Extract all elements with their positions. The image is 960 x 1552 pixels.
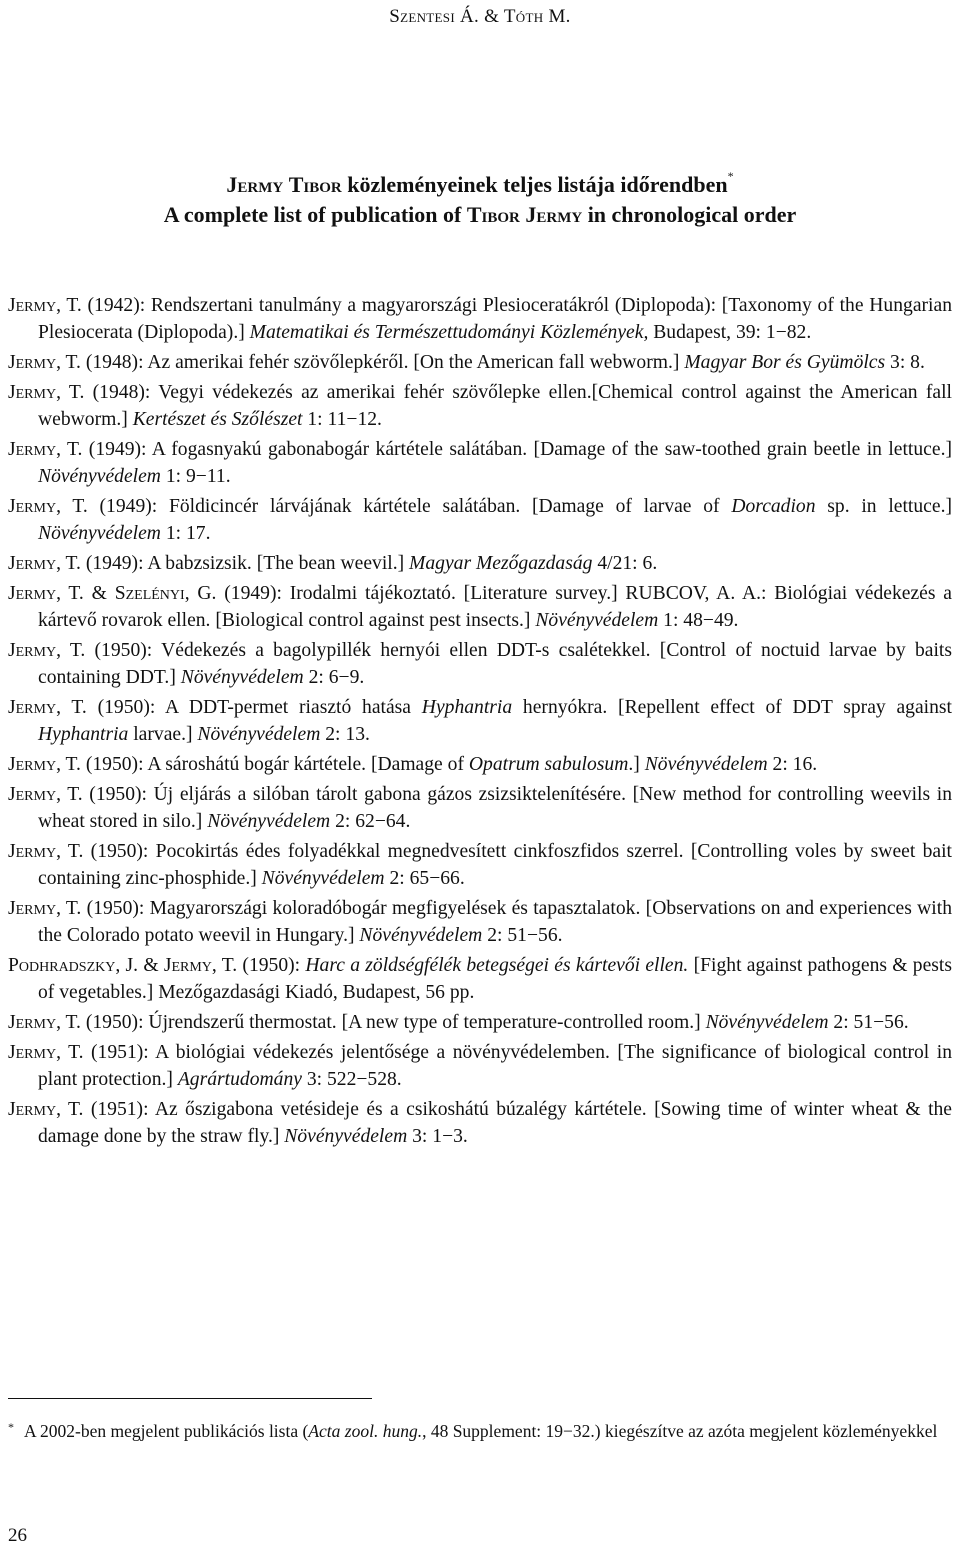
entry-text: (1950): Védekezés a bagolypillék hernyói ellen DDT-s csalétekkel. [Control of noctuid larvae by baits containing DDT.] bbox=[38, 640, 952, 688]
entry-journal: Magyar Bor és Gyümölcs bbox=[684, 352, 886, 373]
title-text: közleményeinek teljes listája időrendben bbox=[341, 172, 728, 197]
entry-author: Jermy, T. bbox=[8, 754, 81, 775]
publication-entry bbox=[8, 1009, 952, 1036]
entry-text: (1950): bbox=[237, 955, 306, 976]
entry-text: (1949): Irodalmi tájékoztató. [Literature survey.] RUBCOV, A. A.: Biológiai védekezés a kártevő rovarok ellen. [Biological control against pest insects.] bbox=[38, 583, 952, 631]
entry-author: Jermy, T. bbox=[8, 841, 84, 862]
title-first-name: Tibor bbox=[288, 172, 342, 197]
entry-journal: Növényvédelem bbox=[38, 466, 161, 487]
entry-text: (1951): A biológiai védekezés jelentősége a növényvédelemben. [The significance of biological control in plant protection.] bbox=[38, 1042, 952, 1090]
publication-entry bbox=[8, 292, 952, 346]
entry-text: (1948): Az amerikai fehér szövőlepkéről. [On the American fall webworm.] bbox=[80, 352, 685, 373]
footnote-text: , 48 Supplement: 19−32.) kiegészítve az azóta megjelent közleményekkel bbox=[422, 1421, 938, 1441]
entry-author: Jermy, T. bbox=[8, 439, 83, 460]
entry-volume: 2: 13. bbox=[320, 724, 370, 745]
publication-entry bbox=[8, 379, 952, 433]
entry-volume: 2: 6−9. bbox=[303, 667, 365, 688]
publication-entry bbox=[8, 550, 952, 577]
entry-author: Jermy, T. bbox=[8, 1042, 84, 1063]
entry-author: Jermy, T. bbox=[8, 640, 86, 661]
entry-author: Jermy, T. bbox=[8, 697, 87, 718]
entry-taxon: Hyphantria bbox=[421, 697, 513, 718]
entry-author: Jermy, T. bbox=[8, 553, 81, 574]
entry-volume: 3: 1−3. bbox=[407, 1126, 468, 1147]
entry-author: Podhradszky, J. bbox=[8, 955, 139, 976]
footnote-marker: * bbox=[727, 169, 734, 183]
publication-entry bbox=[8, 349, 952, 376]
entry-text: [Fight against pathogens & pests of vegetables.] Mezőgazdasági Kiadó, Budapest, 56 pp. bbox=[38, 955, 952, 1003]
entry-volume: 2: 51−56. bbox=[828, 1012, 909, 1033]
entry-journal: Növényvédelem bbox=[705, 1012, 829, 1033]
entry-text: (1949): Földicincér lárvájának kártétele salátában. [Damage of larvae of bbox=[87, 496, 732, 517]
entry-taxon: Hyphantria bbox=[38, 724, 129, 745]
entry-author: Jermy, T. bbox=[8, 1012, 81, 1033]
entry-coauthor: Szelényi, G. bbox=[114, 583, 217, 604]
entry-volume: 2: 65−66. bbox=[384, 868, 465, 889]
entry-text: .] bbox=[628, 754, 645, 775]
entry-author: Jermy, T. bbox=[8, 295, 82, 316]
publication-entry: Podhradszky, J. & Jermy, T. (1950): Harc a zöldségfélék betegségei és kártevői ellen. [Fight against pathogens & pests of vegetables.] Mezőgazdasági Kiadó, Budapest, 56 pp. bbox=[8, 955, 952, 1003]
entry-text: sp. in lettuce.] bbox=[815, 496, 952, 517]
entry-author: Jermy, T. bbox=[8, 352, 81, 373]
running-head: Szentesi Á. & Tóth M. bbox=[389, 6, 571, 27]
publication-entry bbox=[8, 838, 952, 892]
publication-entry bbox=[8, 895, 952, 949]
entry-volume: 1: 9−11. bbox=[160, 466, 231, 487]
entry-taxon: Opatrum sabulosum bbox=[468, 754, 629, 775]
publication-entry bbox=[8, 751, 952, 778]
entry-volume: 1: 48−49. bbox=[658, 610, 739, 631]
entry-volume: 2: 51−56. bbox=[482, 925, 563, 946]
entry-author: Jermy, T. bbox=[8, 583, 84, 604]
publication-entry bbox=[8, 1039, 952, 1093]
entry-author: Jermy, T. bbox=[8, 496, 88, 517]
entry-author: Jermy, T. bbox=[8, 1099, 84, 1120]
entry-journal: Növényvédelem bbox=[207, 811, 331, 832]
entry-journal: Kertészet és Szőlészet bbox=[132, 409, 303, 430]
entry-journal: Növényvédelem bbox=[644, 754, 768, 775]
entry-text: (1949): A fogasnyakú gabonabogár kártétele salátában. [Damage of the saw-toothed grain beetle in lettuce.] bbox=[82, 439, 952, 460]
page-title-english bbox=[0, 202, 960, 228]
publication-entry bbox=[8, 781, 952, 835]
entry-journal: Növényvédelem bbox=[38, 523, 161, 544]
entry-journal: Növényvédelem bbox=[284, 1126, 408, 1147]
entry-taxon: Dorcadion bbox=[731, 496, 816, 517]
entry-journal: Agrártudomány bbox=[177, 1069, 302, 1090]
entry-text: (1950): Pocokirtás édes folyadékkal megnedvesített cinkfoszfidos szerrel. [Controlling voles by sweet bait containing zinc-phosphide.] bbox=[38, 841, 952, 889]
title-first-name: Tibor bbox=[466, 202, 520, 227]
entry-author: Jermy, T. bbox=[8, 898, 82, 919]
publication-entry bbox=[8, 694, 952, 748]
footnote-divider bbox=[8, 1398, 372, 1399]
title-tail: in chronological order bbox=[582, 202, 797, 227]
entry-coauthor: Jermy, T. bbox=[163, 955, 238, 976]
entry-journal: Növényvédelem bbox=[197, 724, 321, 745]
title-last-name: Jermy bbox=[226, 172, 284, 197]
entry-volume: 3: 522−528. bbox=[301, 1069, 402, 1090]
entry-journal: Növényvédelem bbox=[180, 667, 304, 688]
entry-volume: 1: 11−12. bbox=[302, 409, 382, 430]
entry-journal: Növényvédelem bbox=[535, 610, 659, 631]
entry-journal: Matematikai és Természettudományi Közlemények, bbox=[249, 322, 649, 343]
footnote-journal: Acta zool. hung. bbox=[308, 1421, 423, 1441]
entry-volume: 3: 8. bbox=[885, 352, 925, 373]
entry-volume: 2: 62−64. bbox=[330, 811, 411, 832]
publication-entry bbox=[8, 493, 952, 547]
entry-journal: Növényvédelem bbox=[359, 925, 483, 946]
footnote-marker: * bbox=[8, 1420, 14, 1434]
entry-author: Jermy, T. bbox=[8, 784, 83, 805]
publication-entry bbox=[8, 1096, 952, 1150]
entry-text: (1950): Magyarországi koloradóbogár megfigyelések és tapasztalatok. [Observations on and experiences with the Colorado potato weevil in Hungary.] bbox=[38, 898, 952, 946]
entry-text: (1942): Rendszertani tanulmány a magyarországi Plesioceratákról (Diplopoda): [Taxonomy of the Hungarian Plesiocerata (Diplopoda).] bbox=[38, 295, 952, 343]
footnote-text: A 2002-ben megjelent publikációs lista ( bbox=[24, 1421, 309, 1441]
entry-text: (1950): A sároshátú bogár kártétele. [Damage of bbox=[80, 754, 469, 775]
publication-entry: Jermy, T. & Szelényi, G. (1949): Irodalmi tájékoztató. [Literature survey.] RUBCOV, A. A.: Biológiai védekezés a kártevő rovarok ellen. [Biological control against pest insects.] Növényvédelem 1: 48−49. bbox=[8, 583, 952, 631]
entry-book-title: Harc a zöldségfélék betegségei és kártevői ellen. bbox=[305, 955, 689, 976]
entry-text: (1950): Újrendszerű thermostat. [A new type of temperature-controlled room.] bbox=[80, 1012, 706, 1033]
title-text: A complete list of publication of bbox=[163, 202, 467, 227]
publication-entry bbox=[8, 637, 952, 691]
entry-text: hernyókra. [Repellent effect of DDT spray against bbox=[512, 697, 952, 718]
publication-entry bbox=[8, 436, 952, 490]
entry-journal: Magyar Mezőgazdaság bbox=[409, 553, 593, 574]
entry-journal: Növényvédelem bbox=[261, 868, 385, 889]
page-number: 26 bbox=[8, 1525, 27, 1546]
entry-volume: 2: 16. bbox=[767, 754, 818, 775]
entry-text: (1948): Vegyi védekezés az amerikai fehér szövőlepke ellen.[Chemical control against the American fall webworm.] bbox=[38, 382, 952, 430]
entry-text: (1949): A babzsizsik. [The bean weevil.] bbox=[80, 553, 410, 574]
entry-volume: 1: 17. bbox=[160, 523, 211, 544]
publication-list bbox=[8, 292, 952, 1153]
footnote bbox=[8, 1418, 952, 1444]
entry-text: (1950): A DDT-permet riasztó hatása bbox=[86, 697, 422, 718]
entry-volume: Budapest, 39: 1−82. bbox=[648, 322, 812, 343]
entry-volume: 4/21: 6. bbox=[592, 553, 658, 574]
entry-text: (1951): Az őszigabona vetésideje és a csikoshátú búzalégy kártétele. [Sowing time of winter wheat & the damage done by the straw fly.] bbox=[38, 1099, 953, 1147]
entry-text: larvae.] bbox=[128, 724, 198, 745]
title-last-name: Jermy bbox=[525, 202, 583, 227]
entry-text: (1950): Új eljárás a silóban tárolt gabona gázos zsizsiktelenítésére. [New method for controlling weevils in wheat stored in silo.] bbox=[38, 784, 952, 832]
page-title-hungarian bbox=[0, 169, 960, 198]
entry-author: Jermy, T. bbox=[8, 382, 85, 403]
